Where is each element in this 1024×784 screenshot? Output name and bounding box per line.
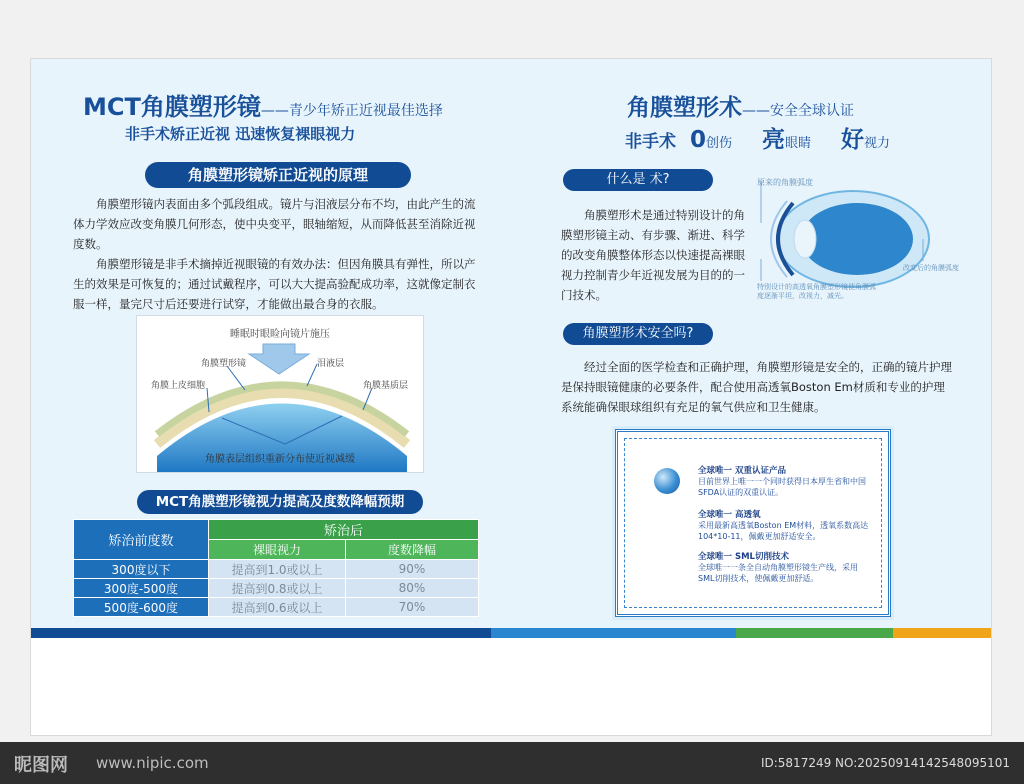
diagram-label-stroma: 角膜基质层 <box>363 381 409 391</box>
header-reduction: 度数降幅 <box>346 540 479 560</box>
cell-vision: 提高到1.0或以上 <box>209 560 346 579</box>
cell-reduction: 90% <box>346 560 479 579</box>
principle-paragraph-2: 角膜塑形镜是非手术摘掉近视眼镜的有效办法：但因角膜具有弹性，所以产生的效果是可恢复的；通过试戴程序，可以大大提高验配成功率，这就像定制衣服一样，量完尺寸后还要进行试穿，才能做出最合身的衣服。 <box>73 257 476 311</box>
what-heading: 什么是 术? <box>563 169 713 191</box>
lens-shape <box>794 220 816 258</box>
slogan-part-b-big: 0 <box>690 127 707 153</box>
certificate-item-2 <box>698 508 874 542</box>
table-row <box>74 560 479 579</box>
what-text-wrap <box>561 205 746 305</box>
header-vision: 裸眼视力 <box>209 540 346 560</box>
eye-diagram <box>753 175 963 315</box>
certificate-item-2-head: 全球唯一 高透氧 <box>698 510 761 520</box>
table-heading: MCT角膜塑形镜视力提高及度数降幅预期 <box>137 490 423 514</box>
cell-pre: 300度以下 <box>74 560 209 579</box>
what-text: 角膜塑形术是通过特别设计的角膜塑形镜主动、有步骤、渐进、科学的改变角膜整体形态以快速提高裸眼视力控制青少年近视发展为目的的一门技术。 <box>561 208 745 302</box>
table-row <box>74 598 479 617</box>
stripe-green <box>736 628 893 638</box>
prediction-table <box>73 519 479 617</box>
right-title-sub: ——安全全球认证 <box>742 103 854 119</box>
cell-vision: 提高到0.6或以上 <box>209 598 346 617</box>
left-title-main: MCT角膜塑形镜 <box>83 93 261 121</box>
footer-logo: 昵图网 <box>14 755 68 776</box>
eye-label-bottom: 特别设计的高透氧角膜塑形镜使角膜弧度逐渐平坦，改视力，减光。 <box>757 283 876 300</box>
stripe-orange <box>893 628 991 638</box>
certificate-item-2-text: 采用最新高透氧Boston EM材料，透氧系数高达104*10-11，佩戴更加舒适安全。 <box>698 521 869 541</box>
diagram-label-lens: 角膜塑形镜 <box>201 359 247 369</box>
safe-text-wrap <box>561 357 953 417</box>
header-pre-degree: 矫治前度数 <box>74 520 209 560</box>
left-subtitle: 非手术矫正近视 迅速恢复裸眼视力 <box>125 125 356 143</box>
footer-id: ID:5817249 NO:20250914142548095101 <box>760 756 1010 770</box>
right-title <box>627 89 854 122</box>
brochure-panel <box>31 59 991 628</box>
prediction-table-wrap <box>73 519 479 617</box>
slogan-part-c-small: 眼睛 <box>785 136 812 151</box>
certificate-item-1-text: 目前世界上唯一一个同时获得日本厚生省和中国SFDA认证的双重认证。 <box>698 477 866 497</box>
cell-vision: 提高到0.8或以上 <box>209 579 346 598</box>
certificate-card <box>615 429 891 617</box>
cell-reduction: 80% <box>346 579 479 598</box>
slogan-part-a: 非手术 <box>625 132 676 152</box>
cell-pre: 300度-500度 <box>74 579 209 598</box>
safe-heading: 角膜塑形术安全吗? <box>563 323 713 345</box>
eye-label-top: 原来的角膜弧度 <box>757 178 813 187</box>
slogan-part-c-big: 亮 <box>762 127 786 153</box>
certificate-item-1 <box>698 464 874 498</box>
stripe-light-blue <box>491 628 736 638</box>
footer-site: www.nipic.com <box>96 754 209 772</box>
globe-icon <box>654 468 680 494</box>
left-title <box>83 87 443 122</box>
footer-bar <box>0 742 1024 784</box>
certificate-item-1-head: 全球唯一 双重认证产品 <box>698 466 786 476</box>
diagram-caption: 角膜表层组织重新分布使近视减缓 <box>205 454 355 465</box>
cell-reduction: 70% <box>346 598 479 617</box>
pressure-arrow-icon <box>249 344 309 374</box>
stripe-dark-blue <box>31 628 491 638</box>
principle-text <box>73 194 483 314</box>
pointer-line-lens <box>227 366 245 390</box>
safe-text: 经过全面的医学检查和正确护理，角膜塑形镜是安全的，正确的镜片护理是保持眼镜健康的必要条件，配合使用高透氧Boston Em材质和专业的护理系统能确保眼球组织有充足的氧气供应和卫生健康。 <box>561 360 952 414</box>
pointer-line-tear <box>307 364 317 386</box>
cell-pre: 500度-600度 <box>74 598 209 617</box>
certificate-item-3 <box>698 550 874 584</box>
certificate-item-3-text: 全球唯一一条全自动角膜塑形镜生产线，采用SML切削技术，使佩戴更加舒适。 <box>698 563 858 583</box>
diagram-label-epithelium: 角膜上皮细胞 <box>151 381 206 391</box>
right-title-main: 角膜塑形术 <box>627 95 742 121</box>
slogan-part-d-small: 视力 <box>864 136 891 151</box>
principle-paragraph-1: 角膜塑形镜内表面由多个弧段组成。镜片与泪液层分布不均，由此产生的流体力学效应改变角膜几何形态，使中央变平，眼轴缩短，从而降低甚至消除近视度数。 <box>73 197 476 251</box>
eyeball-interior <box>801 203 913 275</box>
diagram-top-label: 睡眠时眼睑向镜片施压 <box>230 329 330 340</box>
diagram-label-tear: 泪液层 <box>317 359 345 369</box>
slogan-part-b-small: 创伤 <box>706 136 733 151</box>
table-row <box>74 579 479 598</box>
slogan-part-d-big: 好 <box>841 127 865 153</box>
certificate-item-3-head: 全球唯一 SML切削技术 <box>698 552 789 562</box>
principle-heading: 角膜塑形镜矫正近视的原理 <box>145 162 411 188</box>
cornea-diagram <box>136 315 424 473</box>
eye-label-right: 改变后的角膜弧度 <box>903 264 959 272</box>
header-post: 矫治后 <box>209 520 479 540</box>
slogan <box>625 121 890 154</box>
left-title-sub: ——青少年矫正近视最佳选择 <box>260 103 443 119</box>
brochure <box>30 58 992 736</box>
